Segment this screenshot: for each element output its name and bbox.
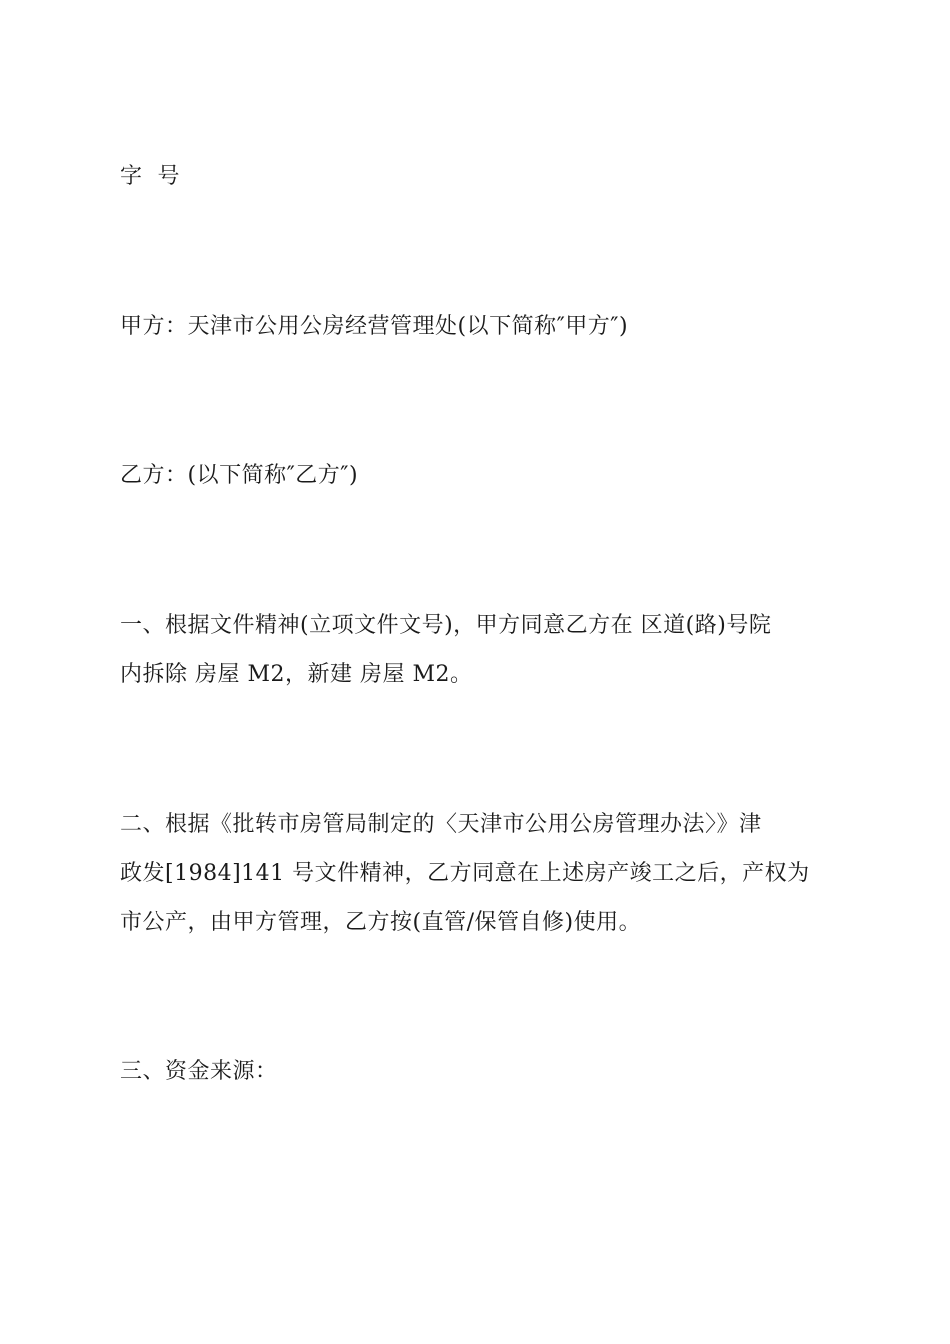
party-b-text: 乙方：(以下简称″乙方″) [120,463,359,488]
clause-2-line-1: 二、根据《批转市房管局制定的〈天津市公用公房管理办法〉》津 [120,812,762,837]
clause-3-paragraph [120,1047,832,1096]
party-b-paragraph [120,451,832,500]
document-number-line [120,152,832,201]
clause-3-text: 三、资金来源： [120,1059,278,1084]
clause-1-paragraph [120,601,832,699]
clause-2-line-3: 市公产，由甲方管理，乙方按(直管/保管自修)使用。 [120,910,642,935]
document-number-text: 字 号 [120,164,180,189]
clause-1-line-1: 一、根据文件精神(立项文件文号)，甲方同意乙方在 区道(路)号院 [120,613,772,638]
clause-2-line-2: 政发[1984]141 号文件精神，乙方同意在上述房产竣工之后，产权为 [120,861,810,886]
party-a-text: 甲方：天津市公用公房经营管理处(以下简称″甲方″) [120,314,629,339]
party-a-paragraph [120,302,832,351]
clause-2-paragraph [120,800,832,947]
clause-1-line-2: 内拆除 房屋 M2，新建 房屋 M2。 [120,662,473,687]
